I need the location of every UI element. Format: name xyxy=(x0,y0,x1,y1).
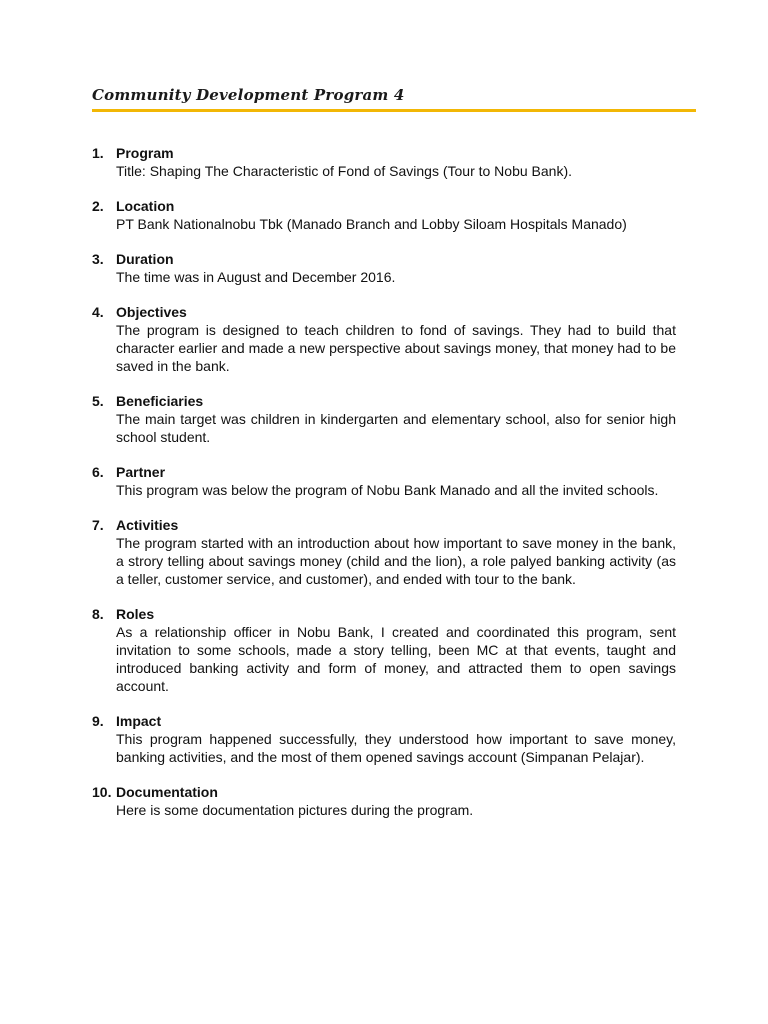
section-text: The program started with an introduction about how important to save money in the bank, a strory telling about savings money (child and the lion), a role palyed banking activity (as a teller, customer service, and customer), and ended with tour to the bank. xyxy=(116,535,676,587)
section-text: Title: Shaping The Characteristic of Fond of Savings (Tour to Nobu Bank). xyxy=(116,163,573,179)
section-text: This program was below the program of Nobu Bank Manado and all the invited schools. xyxy=(116,482,659,498)
section-duration xyxy=(92,250,676,286)
section-number: 10. xyxy=(92,784,112,800)
section-heading: Objectives xyxy=(116,304,187,320)
section-heading: Partner xyxy=(116,464,166,480)
section-heading: Impact xyxy=(116,713,162,729)
section-number: 8. xyxy=(92,606,104,622)
section-text: The main target was children in kindergarten and elementary school, also for senior high school student. xyxy=(116,411,676,445)
section-number: 3. xyxy=(92,251,104,267)
section-number: 2. xyxy=(92,198,104,214)
section-program xyxy=(92,144,676,180)
section-impact xyxy=(92,712,676,766)
section-text: As a relationship officer in Nobu Bank, I created and coordinated this program, sent invitation to some schools, made a story telling, been MC at that events, taught and introduced banking activity and form of money, and attracted them to open savings account. xyxy=(116,624,676,694)
section-heading: Activities xyxy=(116,517,179,533)
section-text: The time was in August and December 2016. xyxy=(116,269,396,285)
section-heading: Documentation xyxy=(116,784,218,800)
section-heading: Program xyxy=(116,145,174,161)
section-heading: Beneficiaries xyxy=(116,393,204,409)
section-text: PT Bank Nationalnobu Tbk (Manado Branch and Lobby Siloam Hospitals Manado) xyxy=(116,216,627,232)
section-documentation xyxy=(92,783,676,819)
section-number: 6. xyxy=(92,464,104,480)
header-divider xyxy=(92,109,696,112)
section-heading: Location xyxy=(116,198,175,214)
section-roles xyxy=(92,605,676,695)
section-objectives xyxy=(92,303,676,375)
section-text: This program happened successfully, they understood how important to save money, banking activities, and the most of them opened savings account (Simpanan Pelajar). xyxy=(116,731,676,765)
section-number: 5. xyxy=(92,393,104,409)
section-number: 9. xyxy=(92,713,104,729)
section-text: The program is designed to teach children to fond of savings. They had to build that character earlier and made a new perspective about savings money, that money had to be saved in the bank. xyxy=(116,322,676,374)
section-list xyxy=(92,144,676,836)
page-title: Community Development Program 4 xyxy=(92,86,405,104)
section-beneficiaries xyxy=(92,392,676,446)
section-location xyxy=(92,197,676,233)
section-number: 4. xyxy=(92,304,104,320)
section-partner xyxy=(92,463,676,499)
section-text: Here is some documentation pictures during the program. xyxy=(116,802,474,818)
section-number: 1. xyxy=(92,145,104,161)
section-activities xyxy=(92,516,676,588)
section-heading: Roles xyxy=(116,606,155,622)
section-heading: Duration xyxy=(116,251,174,267)
section-number: 7. xyxy=(92,517,104,533)
